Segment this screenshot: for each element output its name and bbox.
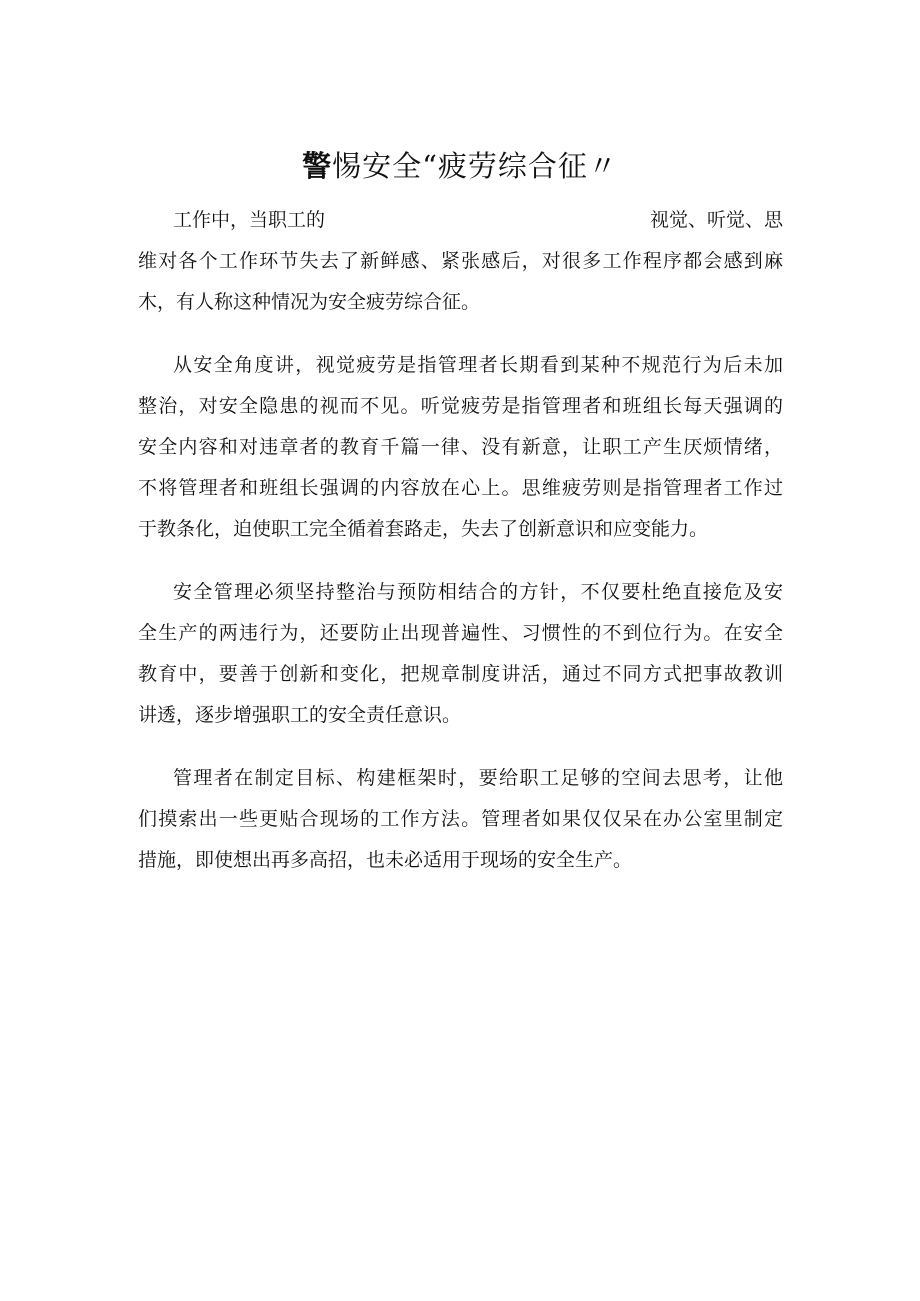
paragraph-3-line: 讲透，逐步增强职工的安全责任意识。 [138,704,462,726]
paragraph-4 [138,758,783,881]
paragraph-spacer [138,736,783,758]
paragraph-2-line: 整治，对安全隐患的视而不见。听觉疲劳是指管理者和班组长每天强调的 [138,395,783,417]
title-rest: 惕安全“疲劳综合征〃 [332,149,618,183]
paragraph-1 [138,200,783,323]
document-body [138,200,783,881]
paragraph-1-line-2: 维对各个工作环节失去了新鲜感、紧张感后，对很多工作程序都会感到麻 [138,250,783,272]
paragraph-2-line: 安全内容和对违章者的教育千篇一律、没有新意，让职工产生厌烦情绪， [138,436,783,458]
paragraph-3-line: 安全管理必须坚持整治与预防相结合的方针，不仅要杜绝直接危及安 [173,581,783,603]
paragraph-4-line: 管理者在制定目标、构建框架时，要给职工足够的空间去思考，让他 [173,767,783,789]
paragraph-1-line-1 [138,200,783,241]
paragraph-3-line: 全生产的两违行为，还要防止出现普遍性、习惯性的不到位行为。在安全 [138,622,783,644]
paragraph-2 [138,345,783,550]
paragraph-4-line: 措施，即使想出再多高招，也未必适用于现场的安全生产。 [138,849,633,871]
paragraph-3-line: 教育中，要善于创新和变化，把规章制度讲活，通过不同方式把事故教训 [138,663,783,685]
paragraph-1-line-1-left: 工作中，当职工的 [173,209,326,231]
paragraph-2-line: 不将管理者和班组长强调的内容放在心上。思维疲劳则是指管理者工作过 [138,477,783,499]
paragraph-1-line-3: 木，有人称这种情况为安全疲劳综合征。 [138,291,481,313]
paragraph-1-line-1-right: 视觉、听觉、思 [649,209,783,231]
paragraph-2-line: 从安全角度讲，视觉疲劳是指管理者长期看到某种不规范行为后未加 [173,354,783,376]
paragraph-3 [138,572,783,736]
paragraph-spacer [138,323,783,345]
paragraph-2-line: 于教条化，迫使职工完全循着套路走，失去了创新意识和应变能力。 [138,518,709,540]
paragraph-4-line: 们摸索出一些更贴合现场的工作方法。管理者如果仅仅呆在办公室里制定 [138,808,783,830]
title-first-char: 警 [302,149,333,183]
page-title [0,146,920,186]
paragraph-spacer [138,550,783,572]
